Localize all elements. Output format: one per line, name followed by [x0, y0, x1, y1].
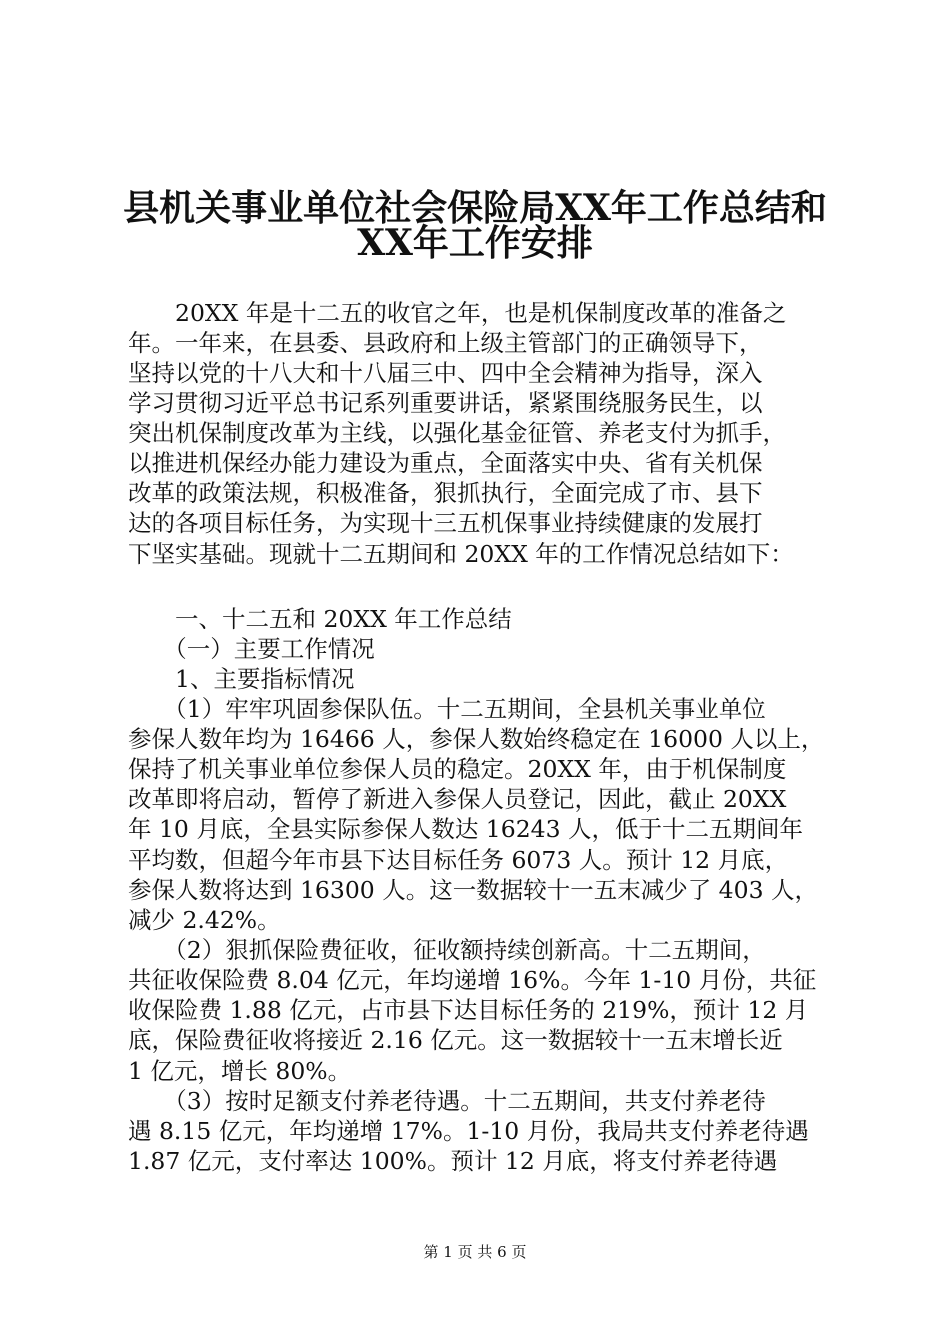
body-text-line: 突出机保制度改革为主线，以强化基金征管、养老支付为抓手， [128, 419, 786, 447]
body-text-line: 学习贯彻习近平总书记系列重要讲话，紧紧围绕服务民生，以 [128, 389, 763, 417]
body-text-line: （一）主要工作情况 [128, 635, 375, 663]
body-text-line: 减少 2.42%。 [128, 906, 281, 934]
body-text-line: 1.87 亿元，支付率达 100%。预计 12 月底，将支付养老待遇 [128, 1147, 778, 1175]
document-title-line-2 [100, 223, 850, 263]
body-text-line: 坚持以党的十八大和十八届三中、四中全会精神为指导，深入 [128, 359, 763, 387]
body-text-line: 保持了机关事业单位参保人员的稳定。20XX 年，由于机保制度 [128, 755, 787, 783]
body-text-line: 一、十二五和 20XX 年工作总结 [128, 605, 512, 633]
title-text-2: XX年工作安排 [357, 222, 593, 264]
body-text-line: （2）狠抓保险费征收，征收额持续创新高。十二五期间， [128, 936, 766, 964]
body-text-line: 年。一年来，在县委、县政府和上级主管部门的正确领导下， [128, 329, 763, 357]
body-text-line: 参保人数年均为 16466 人，参保人数始终稳定在 16000 人以上， [128, 725, 825, 753]
body-text-line: 收保险费 1.88 亿元，占市县下达目标任务的 219%，预计 12 月 [128, 996, 809, 1024]
body-text-line: 以推进机保经办能力建设为重点，全面落实中央、省有关机保 [128, 449, 763, 477]
page-footer: 第 1 页 共 6 页 [423, 1243, 527, 1261]
body-text-line: 下坚实基础。现就十二五期间和 20XX 年的工作情况总结如下： [128, 540, 794, 568]
body-text-line: 底，保险费征收将接近 2.16 亿元。这一数据较十一五末增长近 [128, 1026, 783, 1054]
body-text-line: （3）按时足额支付养老待遇。十二五期间，共支付养老待 [128, 1087, 766, 1115]
body-text-line: 平均数，但超今年市县下达目标任务 6073 人。预计 12 月底， [128, 846, 789, 874]
body-text-line: 年 10 月底，全县实际参保人数达 16243 人，低于十二五期间年 [128, 815, 804, 843]
body-text-line: 改革的政策法规，积极准备，狠抓执行，全面完成了市、县下 [128, 479, 763, 507]
body-text-line: （1）牢牢巩固参保队伍。十二五期间，全县机关事业单位 [128, 695, 766, 723]
body-text-line: 改革即将启动，暂停了新进入参保人员登记，因此，截止 20XX [128, 785, 787, 813]
body-text-line: 20XX 年是十二五的收官之年，也是机保制度改革的准备之 [128, 299, 787, 327]
title-text-1: 县机关事业单位社会保险局XX年工作总结和 [123, 187, 827, 229]
body-text-line: 达的各项目标任务，为实现十三五机保事业持续健康的发展打 [128, 509, 763, 537]
body-text-line: 参保人数将达到 16300 人。这一数据较十一五末减少了 403 人， [128, 876, 818, 904]
body-text-line: 1、主要指标情况 [128, 665, 355, 693]
body-text-line: 共征收保险费 8.04 亿元，年均递增 16%。今年 1-10 月份，共征 [128, 966, 817, 994]
body-text-line: 1 亿元，增长 80%。 [128, 1057, 352, 1085]
body-text-line: 遇 8.15 亿元，年均递增 17%。1-10 月份，我局共支付养老待遇 [128, 1117, 809, 1145]
